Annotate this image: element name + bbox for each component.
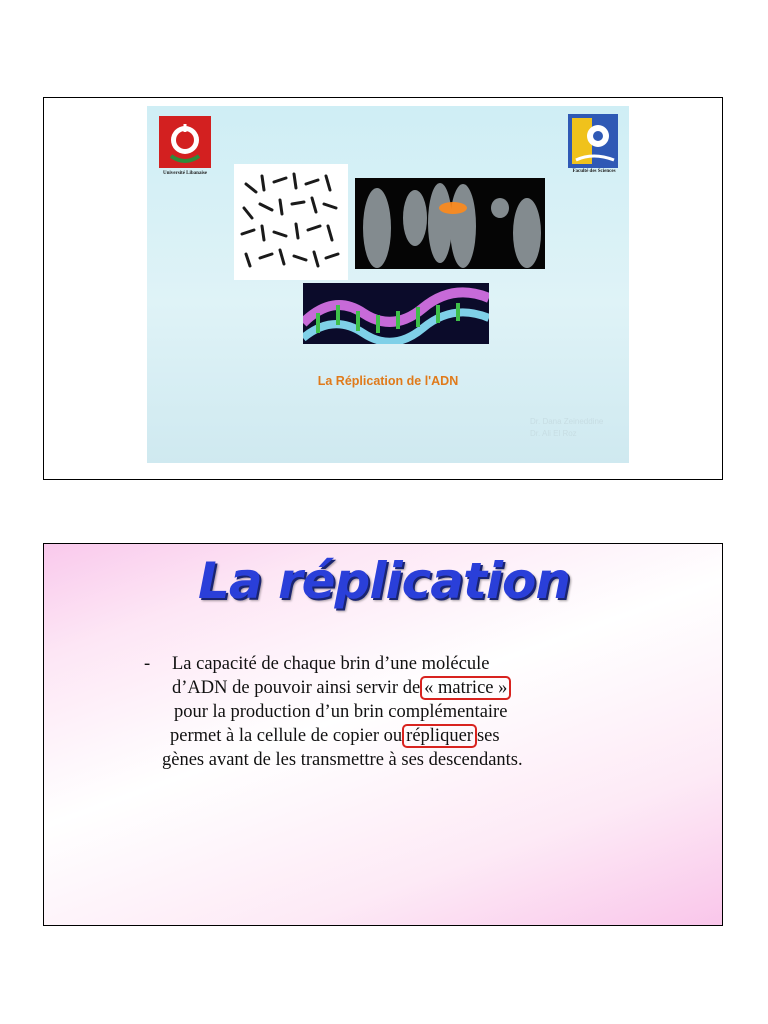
logo-caption: Faculté des Sciences [572,169,616,174]
slide-2-title: La réplication [197,552,570,610]
body-text: d’ADN de pouvoir ainsi servir de [172,678,421,698]
author-name: Dr. Dana Zeineddine [530,417,604,426]
faculte-des-sciences-logo [565,114,621,180]
body-line: La capacité de chaque brin d’une molécule [172,654,490,674]
slide-2 [43,543,723,926]
slide-1 [43,97,723,480]
dna-helix-image [303,283,489,344]
body-line [172,676,511,700]
universite-libanaise-logo [156,116,214,182]
slide-1-title: La Réplication de l'ADN [317,374,459,388]
body-text: permet à la cellule de copier ou [170,726,403,746]
body-text: ses [476,726,500,746]
chromosome-image [355,178,545,269]
faculty-logo-icon [568,114,618,168]
body-line: gènes avant de les transmettre à ses descendants. [162,750,523,770]
repliquer-highlight: répliquer [402,724,477,748]
author-name: Dr. Ali El Roz [530,429,577,438]
body-line [170,724,500,748]
cedar-logo-icon [159,116,211,168]
karyotype-image [234,164,348,280]
logo-caption: Université Libanaise [162,171,208,176]
title-slide-background [147,106,629,463]
matrice-highlight: « matrice » [420,676,511,700]
body-line: pour la production d’un brin complémentaire [174,702,508,722]
authors [530,416,603,440]
bullet-dash: - [144,654,151,674]
